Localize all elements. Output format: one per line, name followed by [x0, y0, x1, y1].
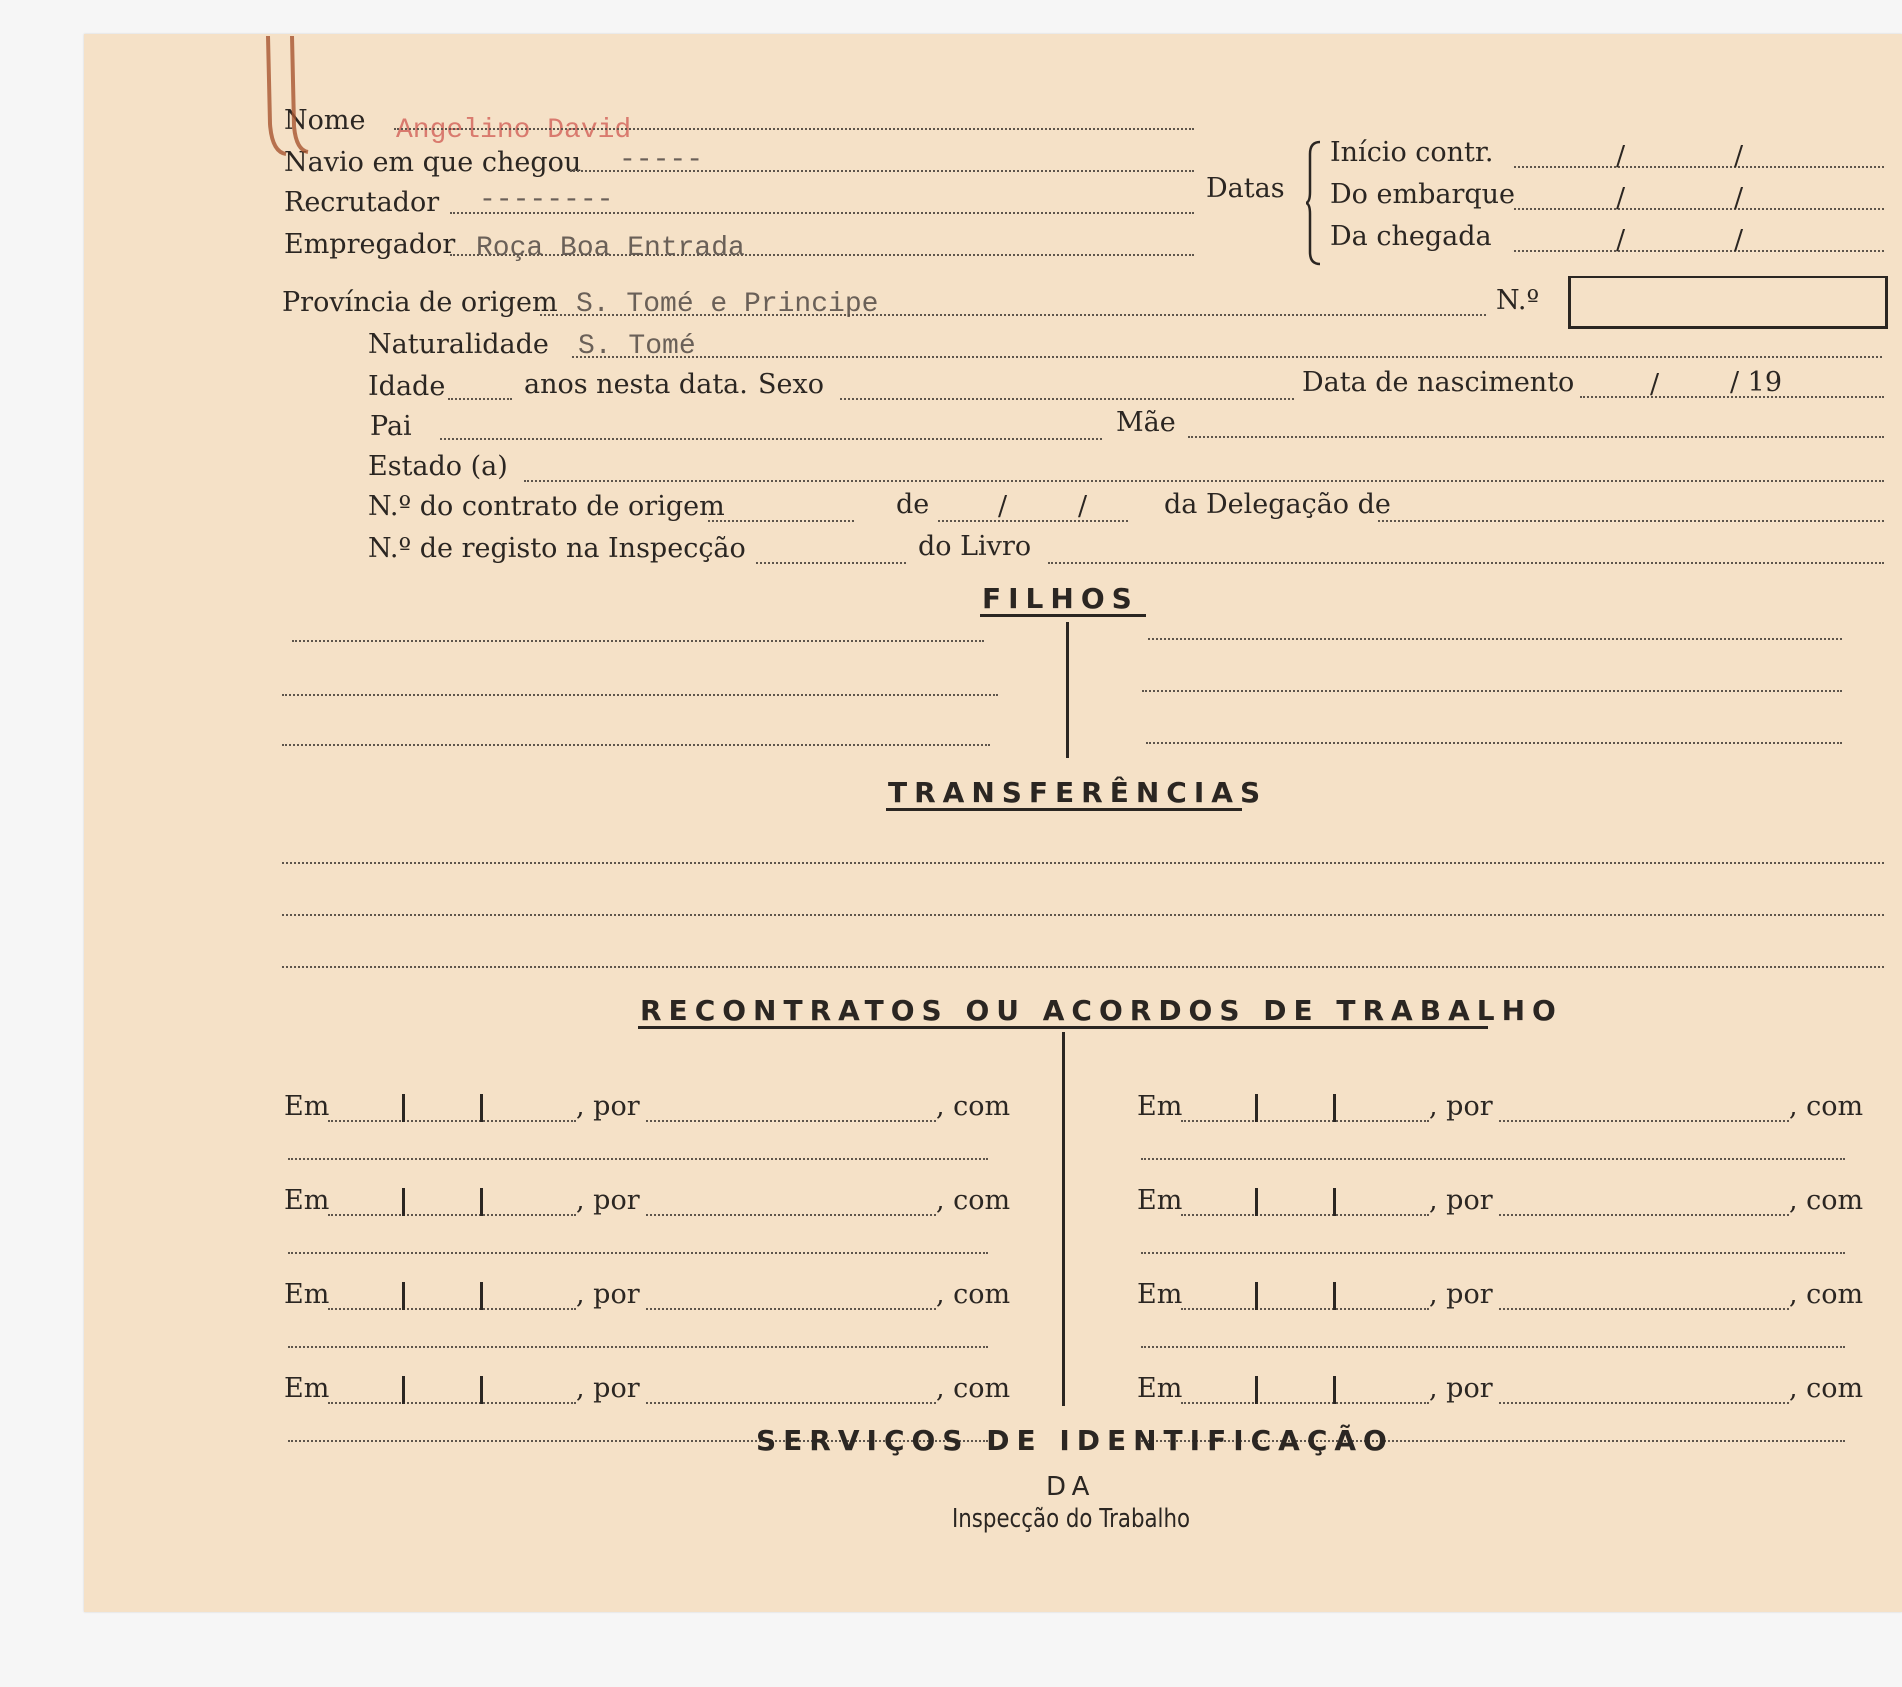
nome-label: Nome [284, 105, 366, 136]
id-card: Nome Angelino David Navio em que chegou ----- Recrutador -------- Empregador Roça Boa Entrada Datas Início contr. / / Do embarque / / Da chegada / / Província de origem S. Tomé e Principe N.º Naturalidade S. Tomé Idade anos nesta data. Sexo Data de nascimento / / 19 Pai Mãe Estado (a) N.º do contrato de origem de / / da Delegação de N.º de registo na Inspecção do Livro FILHOS TRANSFERÊNCIAS RECONTRATOS OU ACORDOS DE TRABALHO Em , por , com Em , por , com Em , por , com Em , por , com Em , por , com Em , por , com Em , por , com Em , por , com SERVIÇOS DE IDENTIFICAÇÃO DA Inspecção do Trabalho [84, 34, 1902, 1612]
recontrato-2-date-line [1181, 1120, 1429, 1122]
inicio-label: Início contr. [1330, 137, 1494, 168]
navio-line [570, 170, 1194, 172]
provincia-line [540, 314, 1486, 316]
recontrato-4-bar-2 [1333, 1188, 1336, 1216]
staple-mark [262, 34, 322, 164]
recontrato-3-com: , com [936, 1185, 1011, 1216]
naturalidade-line [572, 356, 1882, 358]
recontrato-6-date-line [1181, 1308, 1429, 1310]
recontrato-4-por-line [1499, 1214, 1789, 1216]
recontrato-8-por-line [1499, 1402, 1789, 1404]
recontrato-4-em: Em [1137, 1185, 1183, 1216]
recontrato-3-continuation-line [288, 1252, 988, 1254]
recontrato-7-por: , por [576, 1373, 640, 1404]
recontrato-6-bar-1 [1255, 1282, 1258, 1310]
navio-value: ----- [619, 145, 704, 176]
numero-box [1568, 276, 1888, 329]
recontrato-8-com: , com [1789, 1373, 1864, 1404]
recontrato-2-bar-2 [1333, 1094, 1336, 1122]
filhos-heading: FILHOS [982, 582, 1139, 615]
recontrato-1-em: Em [284, 1091, 330, 1122]
recontrato-2-por-line [1499, 1120, 1789, 1122]
nascimento-year: / 19 [1730, 367, 1783, 398]
filhos-divider [1066, 622, 1069, 758]
recontrato-2-bar-1 [1255, 1094, 1258, 1122]
empregador-label: Empregador [284, 229, 456, 260]
provincia-value: S. Tomé e Principe [576, 289, 879, 320]
embarque-line [1514, 208, 1884, 210]
recontrato-5-bar-1 [402, 1282, 405, 1310]
transferencias-heading: TRANSFERÊNCIAS [888, 776, 1268, 809]
recontrato-7-bar-2 [480, 1376, 483, 1404]
idade-label: Idade [368, 371, 446, 402]
transfer-line-3 [282, 966, 1884, 968]
recontrato-1-bar-2 [480, 1094, 483, 1122]
recontrato-1-por-line [646, 1120, 936, 1122]
recrutador-line [450, 212, 1194, 214]
navio-label: Navio em que chegou [284, 147, 582, 178]
delegacao-label: da Delegação de [1164, 489, 1391, 520]
empregador-line [450, 254, 1194, 256]
recontrato-8-bar-1 [1255, 1376, 1258, 1404]
recontrato-3-por-line [646, 1214, 936, 1216]
recontrato-8-em: Em [1137, 1373, 1183, 1404]
recontrato-1-com: , com [936, 1091, 1011, 1122]
anos-label: anos nesta data. [524, 369, 748, 400]
estado-label: Estado (a) [368, 451, 508, 482]
recontrato-7-por-line [646, 1402, 936, 1404]
chegada-label: Da chegada [1330, 221, 1492, 252]
recontrato-6-por: , por [1429, 1279, 1493, 1310]
filho-line-3 [282, 694, 998, 696]
recontrato-5-em: Em [284, 1279, 330, 1310]
recontrato-1-continuation-line [288, 1158, 988, 1160]
recontrato-4-continuation-line [1141, 1252, 1845, 1254]
recontrato-3-por: , por [576, 1185, 640, 1216]
pai-label: Pai [370, 411, 412, 442]
nascimento-label: Data de nascimento [1302, 367, 1575, 398]
filho-line-5 [282, 744, 990, 746]
recontrato-5-com: , com [936, 1279, 1011, 1310]
datas-brace [1306, 140, 1326, 266]
recontrato-4-com: , com [1789, 1185, 1864, 1216]
recontrato-7-date-line [328, 1402, 576, 1404]
filho-line-4 [1142, 690, 1842, 692]
registo-label: N.º de registo na Inspecção [368, 533, 746, 564]
recontrato-8-bar-2 [1333, 1376, 1336, 1404]
livro-line [1048, 562, 1884, 564]
recontrato-7-com: , com [936, 1373, 1011, 1404]
transfer-line-2 [282, 914, 1884, 916]
contrato-label: N.º do contrato de origem [368, 491, 725, 522]
recontrato-5-por: , por [576, 1279, 640, 1310]
de-label: de [896, 489, 930, 520]
numero-label: N.º [1496, 285, 1540, 316]
naturalidade-value: S. Tomé [578, 331, 696, 362]
recrutador-value: -------- [479, 185, 614, 216]
recontrato-2-em: Em [1137, 1091, 1183, 1122]
footer-da: DA [1046, 1472, 1096, 1502]
mae-label: Mãe [1116, 407, 1176, 438]
footer-title: SERVIÇOS DE IDENTIFICAÇÃO [756, 1424, 1394, 1457]
recontrato-1-date-line [328, 1120, 576, 1122]
transfer-line-1 [282, 862, 1884, 864]
sexo-label: Sexo [758, 369, 824, 400]
estado-line [524, 480, 1884, 482]
recontrato-5-por-line [646, 1308, 936, 1310]
datas-label: Datas [1206, 173, 1285, 204]
recontrato-5-bar-2 [480, 1282, 483, 1310]
recontrato-1-bar-1 [402, 1094, 405, 1122]
recontrato-6-bar-2 [1333, 1282, 1336, 1310]
recontratos-divider [1062, 1032, 1065, 1406]
embarque-label: Do embarque [1330, 179, 1516, 210]
recontrato-6-continuation-line [1141, 1346, 1845, 1348]
recontrato-1-por: , por [576, 1091, 640, 1122]
recontrato-6-por-line [1499, 1308, 1789, 1310]
inicio-line [1514, 166, 1884, 168]
recrutador-label: Recrutador [284, 187, 440, 218]
recontrato-3-date-line [328, 1214, 576, 1216]
recontrato-6-em: Em [1137, 1279, 1183, 1310]
recontrato-4-por: , por [1429, 1185, 1493, 1216]
nome-value: Angelino David [396, 115, 632, 146]
recontratos-heading: RECONTRATOS OU ACORDOS DE TRABALHO [640, 994, 1563, 1027]
sexo-line [840, 398, 1294, 400]
nome-line [394, 128, 1194, 130]
recontrato-5-continuation-line [288, 1346, 988, 1348]
naturalidade-label: Naturalidade [368, 329, 549, 360]
mae-line [1188, 436, 1884, 438]
recontrato-8-por: , por [1429, 1373, 1493, 1404]
recontrato-2-por: , por [1429, 1091, 1493, 1122]
recontrato-7-em: Em [284, 1373, 330, 1404]
recontrato-6-com: , com [1789, 1279, 1864, 1310]
recontrato-2-continuation-line [1141, 1158, 1845, 1160]
recontrato-2-com: , com [1789, 1091, 1864, 1122]
recontrato-4-bar-1 [1255, 1188, 1258, 1216]
filho-line-6 [1146, 742, 1842, 744]
pai-line [440, 438, 1102, 440]
filho-line-1 [292, 640, 984, 642]
recontrato-5-date-line [328, 1308, 576, 1310]
recontrato-3-em: Em [284, 1185, 330, 1216]
empregador-value: Roça Boa Entrada [476, 233, 745, 264]
recontrato-4-date-line [1181, 1214, 1429, 1216]
chegada-line [1514, 250, 1884, 252]
recontrato-3-bar-1 [402, 1188, 405, 1216]
footer-inspeccao: Inspecção do Trabalho [952, 1504, 1191, 1534]
provincia-label: Província de origem [282, 287, 558, 318]
recontrato-3-bar-2 [480, 1188, 483, 1216]
recontrato-7-bar-1 [402, 1376, 405, 1404]
recontrato-8-date-line [1181, 1402, 1429, 1404]
filho-line-2 [1148, 638, 1842, 640]
delegacao-line [1378, 520, 1884, 522]
livro-label: do Livro [918, 531, 1032, 562]
